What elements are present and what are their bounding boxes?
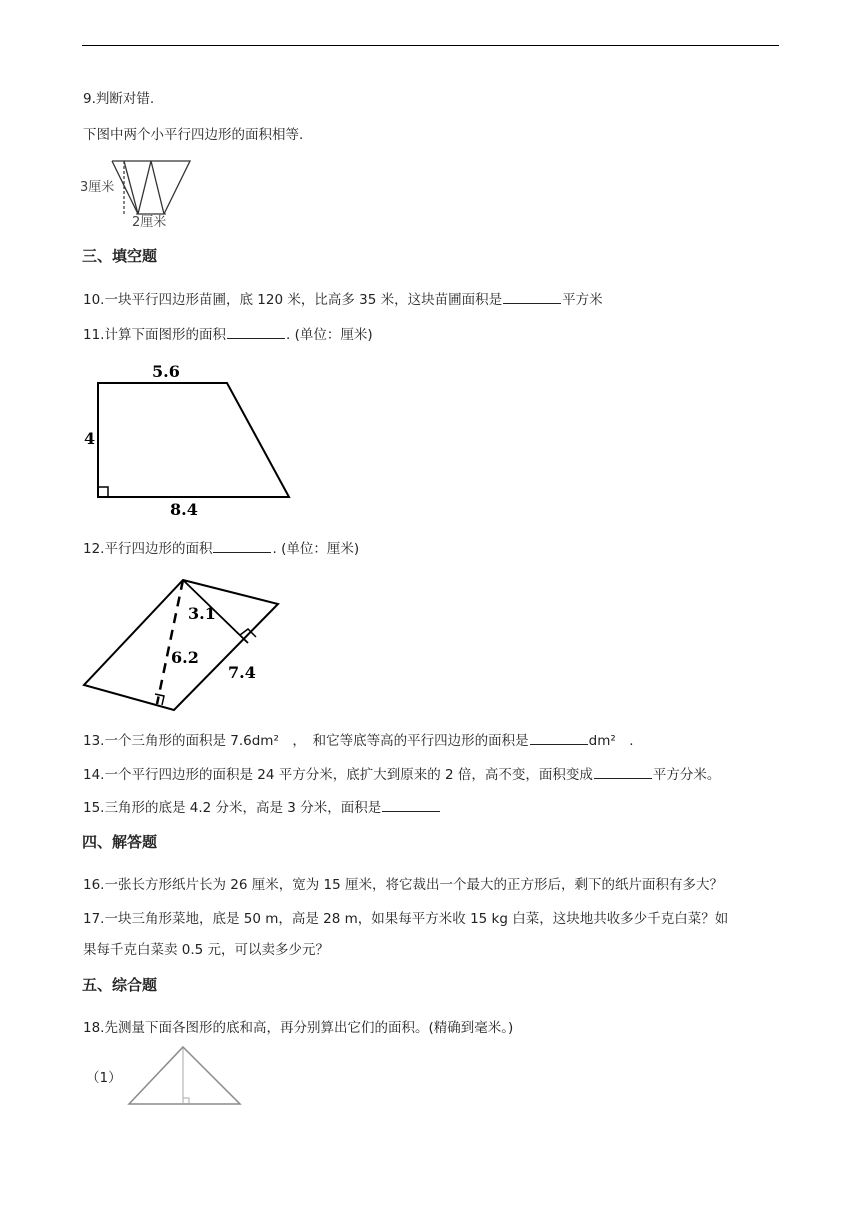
section-3-heading: 三、填空题 bbox=[82, 247, 158, 265]
q11-text: 11.计算下面图形的面积 bbox=[83, 327, 226, 343]
q12-parallelogram-figure bbox=[80, 574, 285, 716]
q12-label-b: 6.2 bbox=[171, 648, 199, 667]
q13-unit: dm² . bbox=[588, 733, 634, 749]
q12-blank bbox=[213, 539, 271, 553]
q13-text: 13.一个三角形的面积是 7.6dm² ， 和它等底等高的平行四边形的面积是 bbox=[83, 733, 529, 749]
q12 bbox=[83, 539, 359, 558]
q14-unit: 平方分米。 bbox=[652, 767, 721, 783]
q9-statement: 下图中两个小平行四边形的面积相等. bbox=[83, 127, 304, 143]
q9-title: 9.判断对错. bbox=[83, 91, 155, 107]
q15-blank bbox=[382, 798, 440, 812]
q12-unit: . (单位：厘米) bbox=[272, 541, 360, 557]
section-4-heading: 四、解答题 bbox=[82, 833, 158, 851]
q17-line-2: 果每千克白菜卖 0.5 元，可以卖多少元？ bbox=[83, 942, 330, 958]
q9-height-label: 3厘米 bbox=[80, 180, 115, 195]
q11-bottom-label: 8.4 bbox=[170, 500, 198, 518]
q11-trapezoid-figure bbox=[80, 358, 300, 518]
q18: 18.先测量下面各图形的底和高，再分别算出它们的面积。(精确到毫米。) bbox=[83, 1020, 514, 1036]
q9-parallelogram-figure bbox=[80, 156, 195, 230]
q9-base-label: 2厘米 bbox=[132, 215, 167, 230]
section-5-heading: 五、综合题 bbox=[82, 976, 158, 994]
q14-blank bbox=[594, 765, 652, 779]
q18-triangle-figure bbox=[126, 1044, 244, 1108]
q13 bbox=[83, 731, 634, 750]
q17-line-1: 17.一块三角形菜地，底是 50 m，高是 28 m，如果每平方米收 15 kg 白菜，这块地共收多少千克白菜？如 bbox=[83, 911, 729, 927]
q12-label-a: 3.1 bbox=[188, 604, 216, 623]
q15-text: 15.三角形的底是 4.2 分米，高是 3 分米，面积是 bbox=[83, 800, 382, 816]
q10-unit: 平方米 bbox=[562, 292, 603, 308]
q15 bbox=[83, 798, 441, 817]
q11-blank bbox=[227, 325, 285, 339]
q13-blank bbox=[530, 731, 588, 745]
q11 bbox=[83, 325, 373, 344]
q18-item-1-label: （1） bbox=[86, 1070, 122, 1086]
q11-left-label: 4 bbox=[84, 429, 96, 448]
q14 bbox=[83, 765, 720, 784]
q11-unit: . (单位：厘米) bbox=[285, 327, 373, 343]
q10-text: 10.一块平行四边形苗圃，底 120 米，比高多 35 米，这块苗圃面积是 bbox=[83, 292, 503, 308]
q14-text: 14.一个平行四边形的面积是 24 平方分米，底扩大到原来的 2 倍，高不变，面积变成 bbox=[83, 767, 593, 783]
header-rule bbox=[82, 45, 779, 46]
q10 bbox=[83, 290, 603, 309]
q12-text: 12.平行四边形的面积 bbox=[83, 541, 213, 557]
q11-top-label: 5.6 bbox=[152, 362, 180, 381]
q12-label-c: 7.4 bbox=[228, 663, 256, 682]
q16: 16.一张长方形纸片长为 26 厘米，宽为 15 厘米，将它裁出一个最大的正方形后，剩下的纸片面积有多大？ bbox=[83, 877, 723, 893]
q10-blank bbox=[503, 290, 561, 304]
